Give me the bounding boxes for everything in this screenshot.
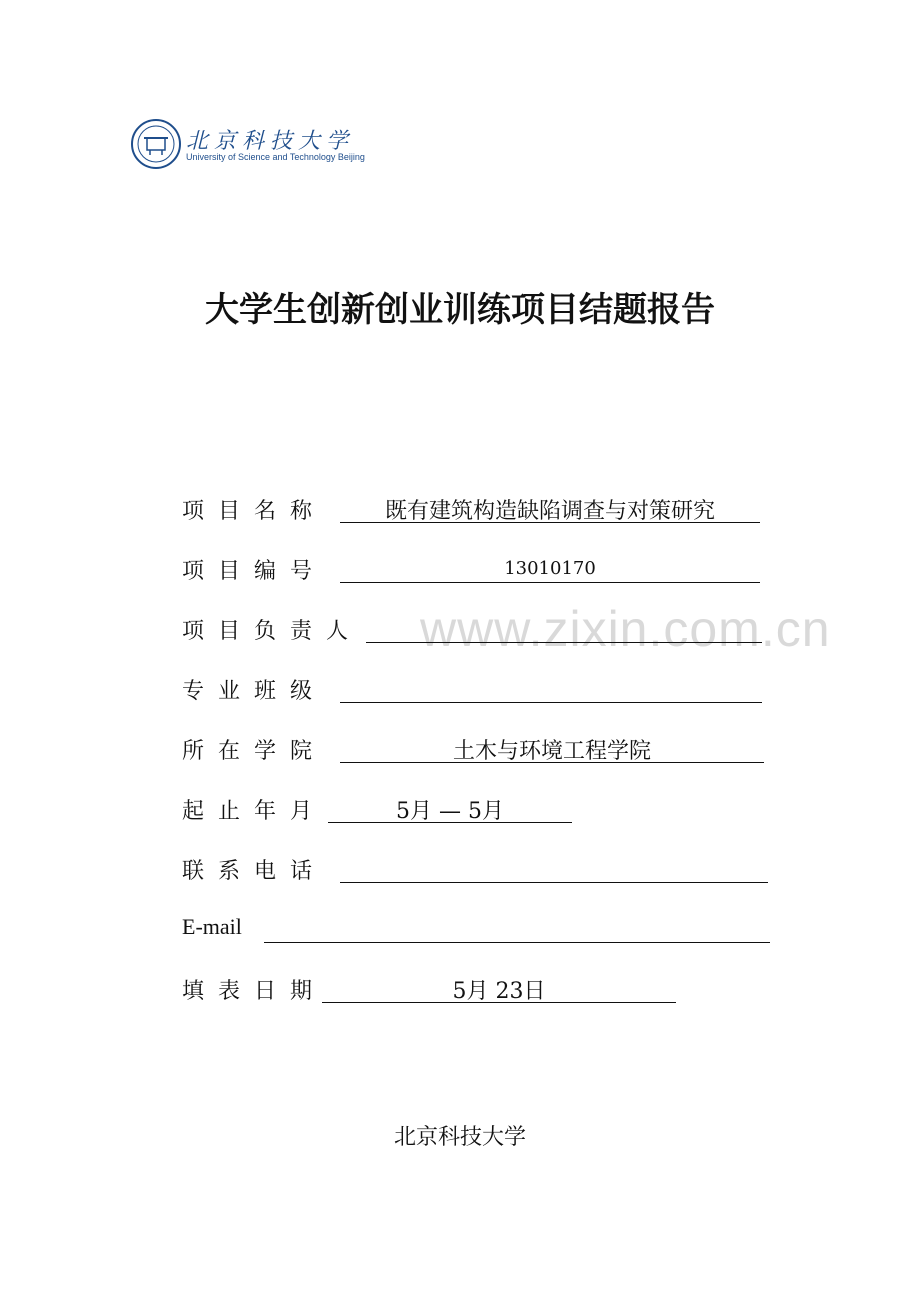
class-label: 专业班级 — [182, 679, 327, 704]
phone-field[interactable] — [340, 854, 768, 883]
period-value: 5月 — 5月 — [396, 799, 504, 824]
page-title: 大学生创新创业训练项目结题报告 — [205, 290, 715, 330]
project-name-label: 项目名称 — [182, 499, 327, 524]
date-value: 5月 23日 — [452, 979, 546, 1004]
college-label: 所在学院 — [182, 739, 327, 764]
project-no-value: 13010170 — [504, 558, 596, 579]
footer-university-name: 北京科技大学 — [393, 1125, 526, 1150]
period-label: 起止年月 — [182, 799, 327, 824]
leader-field[interactable] — [366, 614, 762, 643]
logo-chinese-name: 北京科技大学 — [186, 129, 355, 154]
university-logo — [130, 118, 370, 172]
college-field[interactable] — [340, 734, 764, 763]
date-label: 填表日期 — [182, 979, 327, 1004]
leader-label: 项目负责人 — [182, 619, 363, 644]
project-name-field[interactable] — [340, 494, 760, 523]
class-field[interactable] — [340, 674, 762, 703]
phone-label: 联系电话 — [182, 859, 327, 884]
period-field[interactable] — [328, 794, 572, 823]
email-label: E-mail — [182, 914, 242, 939]
logo-english-name: University of Science and Technology Beijing — [186, 152, 365, 162]
email-field[interactable] — [264, 914, 770, 943]
project-no-field[interactable] — [340, 554, 760, 583]
university-seal-icon — [130, 118, 182, 170]
project-no-label: 项目编号 — [182, 559, 327, 584]
college-value: 土木与环境工程学院 — [452, 739, 651, 764]
date-field[interactable] — [322, 974, 676, 1003]
project-name-value: 既有建筑构造缺陷调查与对策研究 — [384, 499, 715, 524]
watermark: www.zixin.com.cn — [420, 601, 831, 657]
